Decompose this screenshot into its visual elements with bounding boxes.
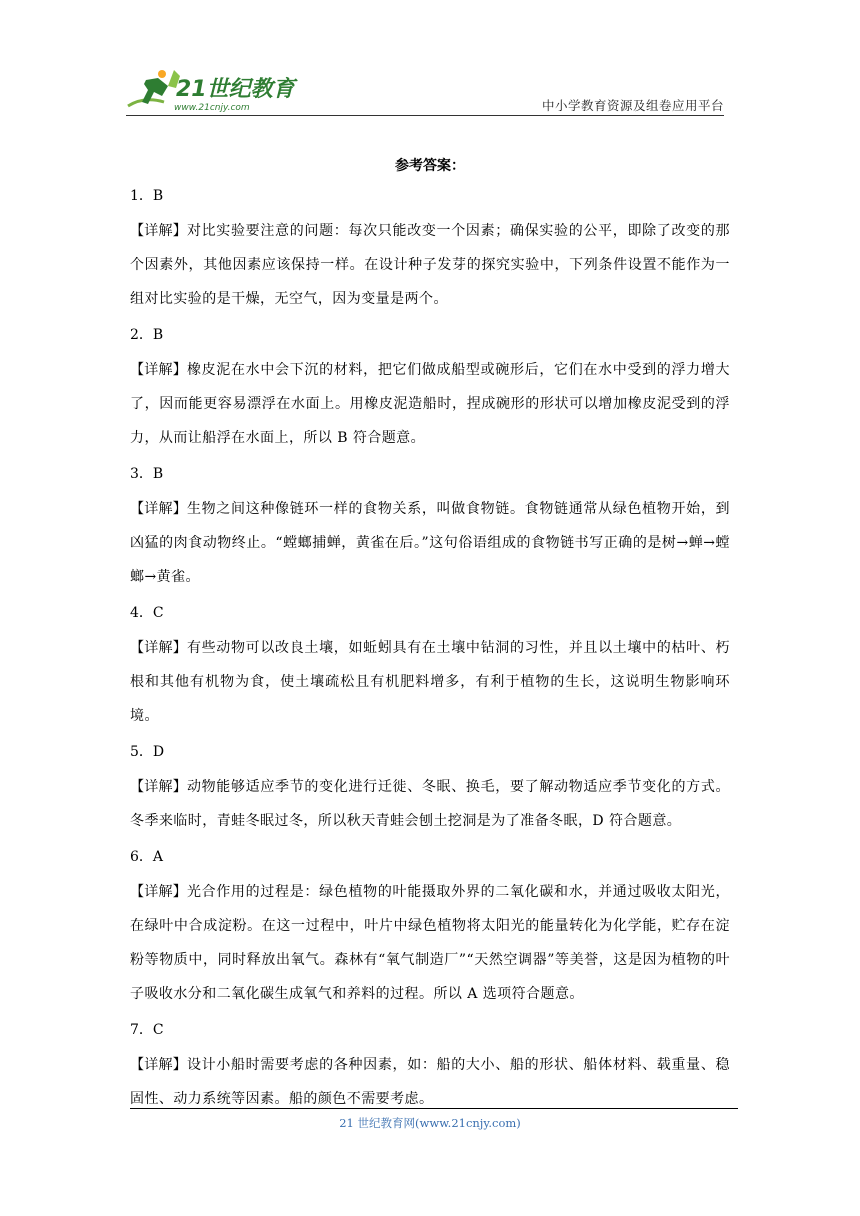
- answer-explanation: [130, 875, 730, 1011]
- explanation-text: 有些动物可以改良土壤，如蚯蚓具有在土壤中钻洞的习性，并且以土壤中的枯叶、朽根和其他有机物为食，使土壤疏松且有机肥料增多，有利于植物的生长，这说明生物影响环境。: [130, 640, 730, 724]
- answer-item: [130, 741, 730, 838]
- header-divider: [126, 115, 724, 116]
- svg-text:www.21cnjy.com: www.21cnjy.com: [174, 103, 250, 113]
- detail-tag: 【详解】: [130, 779, 187, 795]
- answer-number: 2．B: [130, 327, 164, 343]
- detail-tag: 【详解】: [130, 640, 187, 656]
- platform-name: 中小学教育资源及组卷应用平台: [541, 98, 724, 113]
- svg-text:21世纪教育: 21世纪教育: [176, 77, 295, 102]
- answer-item: [130, 846, 730, 1011]
- answer-number: 6．A: [130, 849, 164, 865]
- answer-item: [130, 185, 730, 316]
- answer-explanation: [130, 631, 730, 733]
- answer-number: 5．D: [130, 744, 165, 760]
- explanation-text: 动物能够适应季节的变化进行迁徙、冬眠、换毛，要了解动物适应季节变化的方式。冬季来临时，青蛙冬眠过冬，所以秋天青蛙会刨土挖洞是为了准备冬眠，D 符合题意。: [130, 779, 730, 829]
- answer-number: 3．B: [130, 466, 164, 482]
- detail-tag: 【详解】: [130, 1057, 187, 1073]
- page-header: [0, 0, 860, 130]
- answer-item: [130, 1019, 730, 1116]
- answer-item: [130, 463, 730, 594]
- answer-explanation: [130, 770, 730, 838]
- page-footer: 21 世纪教育网(www.21cnjy.com): [339, 1116, 521, 1130]
- answer-explanation: [130, 492, 730, 594]
- answer-explanation: [130, 1048, 730, 1116]
- explanation-text: 对比实验要注意的问题：每次只能改变一个因素；确保实验的公平，即除了改变的那个因素外，其他因素应该保持一样。在设计种子发芽的探究实验中，下列条件设置不能作为一组对比实验的是干燥，无空气，因为变量是两个。: [130, 223, 730, 307]
- answer-item: [130, 602, 730, 733]
- footer-divider: [130, 1108, 738, 1109]
- page-title: 参考答案：: [395, 158, 465, 174]
- answer-number: 7．C: [130, 1022, 164, 1038]
- detail-tag: 【详解】: [130, 362, 187, 378]
- answer-number: 4．C: [130, 605, 164, 621]
- answer-content: [130, 150, 730, 1116]
- explanation-text: 光合作用的过程是：绿色植物的叶能摄取外界的二氧化碳和水，并通过吸收太阳光，在绿叶中合成淀粉。在这一过程中，叶片中绿色植物将太阳光的能量转化为化学能，贮存在淀粉等物质中，同时释放出氧气。森林有“氧气制造厂”“天然空调器”等美誉，这是因为植物的叶子吸收水分和二氧化碳生成氧气和养料的过程。所以 A 选项符合题意。: [130, 884, 730, 1002]
- detail-tag: 【详解】: [130, 884, 187, 900]
- answer-explanation: [130, 214, 730, 316]
- explanation-text: 橡皮泥在水中会下沉的材料，把它们做成船型或碗形后，它们在水中受到的浮力增大了，因而能更容易漂浮在水面上。用橡皮泥造船时，捏成碗形的形状可以增加橡皮泥受到的浮力，从而让船浮在水面上，所以 B 符合题意。: [130, 362, 730, 446]
- explanation-text: 设计小船时需要考虑的各种因素，如：船的大小、船的形状、船体材料、载重量、稳固性、动力系统等因素。船的颜色不需要考虑。: [130, 1057, 730, 1107]
- detail-tag: 【详解】: [130, 501, 187, 517]
- answer-explanation: [130, 353, 730, 455]
- answer-number: 1．B: [130, 188, 164, 204]
- explanation-text: 生物之间这种像链环一样的食物关系，叫做食物链。食物链通常从绿色植物开始，到凶猛的肉食动物终止。“螳螂捕蝉，黄雀在后。”这句俗语组成的食物链书写正确的是树→蝉→螳螂→黄雀。: [130, 501, 730, 585]
- 21cnjy-logo-icon: [124, 66, 299, 116]
- answer-item: [130, 324, 730, 455]
- detail-tag: 【详解】: [130, 223, 187, 239]
